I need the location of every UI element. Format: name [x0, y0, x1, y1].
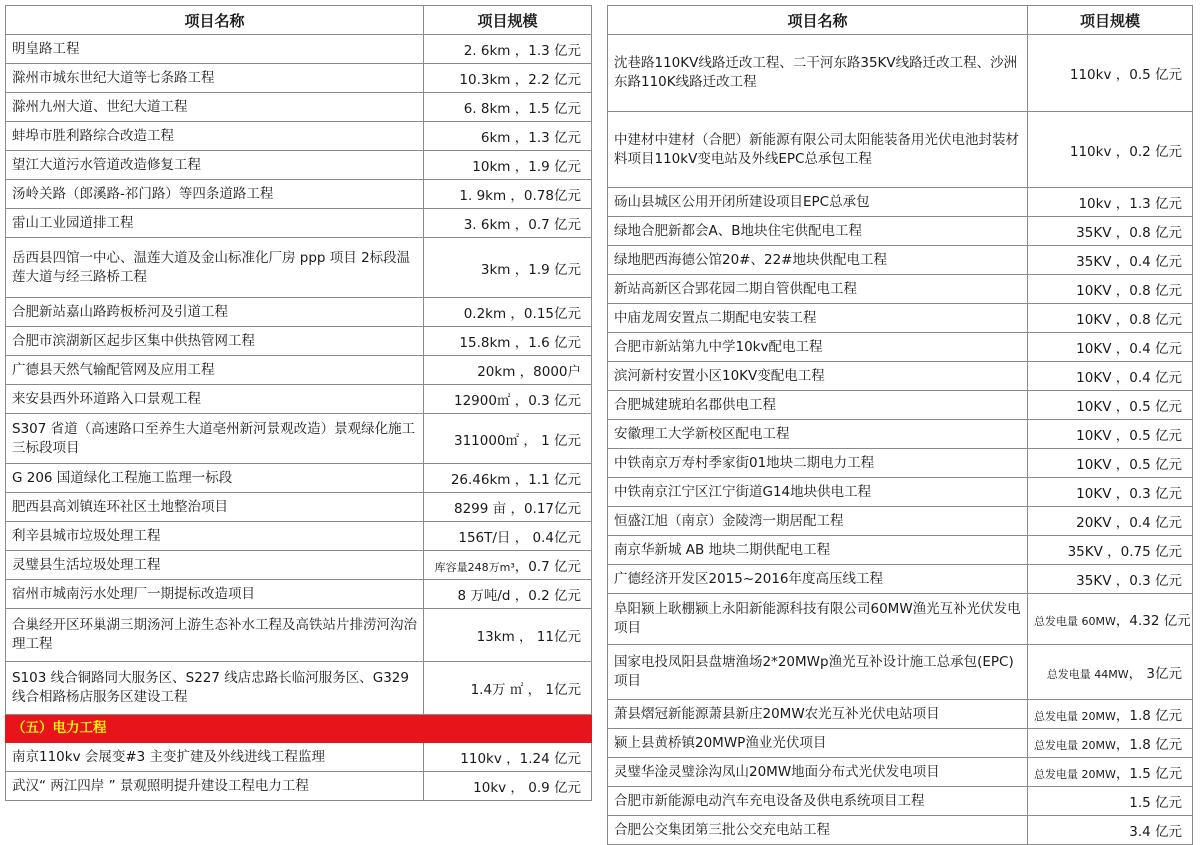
scale-value: 3km ，1.9 亿元 — [480, 261, 581, 278]
project-name-cell: 汤岭关路（郎溪路-祁门路）等四条道路工程 — [6, 180, 424, 209]
table-row — [608, 362, 1193, 391]
scale-value: 35KV ，0.3 亿元 — [1076, 573, 1182, 589]
project-scale-cell — [1028, 729, 1193, 758]
table-row — [6, 327, 592, 356]
table-row — [608, 217, 1193, 246]
project-scale-cell — [424, 551, 592, 580]
right-project-table — [607, 5, 1193, 845]
scale-value: 10KV ，0.5 亿元 — [1076, 399, 1182, 415]
table-row — [6, 151, 592, 180]
project-name-cell: 滨河新村安置小区10KV变配电工程 — [608, 362, 1028, 391]
project-name-cell: 肥西县高刘镇连环社区土地整治项目 — [6, 493, 424, 522]
table-row — [6, 551, 592, 580]
scale-capacity: 总发电量 20MW — [1034, 768, 1116, 781]
scale-value: ，0.7 亿元 — [514, 559, 581, 575]
table-row — [608, 700, 1193, 729]
project-scale-cell — [1028, 333, 1193, 362]
table-row — [6, 580, 592, 609]
project-scale-cell — [424, 715, 592, 743]
table-row — [6, 298, 592, 327]
project-name-cell: 广德县天然气输配管网及应用工程 — [6, 356, 424, 385]
scale-capacity: 总发电量 20MW — [1034, 710, 1116, 723]
project-name-cell: 安徽理工大学新校区配电工程 — [608, 420, 1028, 449]
project-scale-cell — [1028, 188, 1193, 217]
scale-value: 10kv ，1.3 亿元 — [1078, 196, 1182, 212]
table-row — [608, 758, 1193, 787]
project-scale-cell — [1028, 758, 1193, 787]
scale-value: 0.2km ，0.15亿元 — [463, 306, 581, 322]
project-scale-cell — [1028, 304, 1193, 333]
project-name-cell: 武汉“ 两江四岸 ” 景观照明提升建设工程电力工程 — [6, 772, 424, 801]
section-title: （五）电力工程 — [6, 715, 424, 743]
project-name-cell: 南京华新城 AB 地块二期供配电工程 — [608, 536, 1028, 565]
project-scale-cell — [1028, 112, 1193, 188]
scale-value: 10KV ，0.5 亿元 — [1076, 457, 1182, 473]
scale-value: 10km ，1.9 亿元 — [472, 159, 581, 175]
project-name-cell: 灵璧县生活垃圾处理工程 — [6, 551, 424, 580]
table-row — [608, 188, 1193, 217]
project-scale-cell — [424, 35, 592, 64]
project-name-cell: 恒盛江旭（南京）金陵湾一期居配工程 — [608, 507, 1028, 536]
project-name-cell: 雷山工业园道排工程 — [6, 209, 424, 238]
project-scale-cell — [424, 772, 592, 801]
project-name-cell: 合肥市新站第九中学10kv配电工程 — [608, 333, 1028, 362]
table-row — [6, 35, 592, 64]
project-scale-cell — [424, 93, 592, 122]
table-row — [6, 209, 592, 238]
project-scale-cell — [424, 298, 592, 327]
project-name-cell: 中铁南京万寿村季家街01地块二期电力工程 — [608, 449, 1028, 478]
scale-value: 1.4万 ㎡ ， 1亿元 — [470, 682, 581, 698]
table-row — [608, 420, 1193, 449]
project-name-cell: 合肥市新能源电动汽车充电设备及供电系统项目工程 — [608, 787, 1028, 816]
project-scale-cell — [1028, 700, 1193, 729]
project-scale-cell — [424, 327, 592, 356]
project-name-cell: 合肥城建琥珀名郡供电工程 — [608, 391, 1028, 420]
table-row — [6, 93, 592, 122]
table-row — [608, 787, 1193, 816]
scale-value: 35KV ，0.75 亿元 — [1067, 544, 1182, 560]
table-row — [6, 662, 592, 715]
project-name-cell: 萧县熠冠新能源萧县新庄20MW农光互补光伏电站项目 — [608, 700, 1028, 729]
project-scale-cell — [1028, 391, 1193, 420]
project-name-cell: 利辛县城市垃圾处理工程 — [6, 522, 424, 551]
project-scale-cell — [1028, 645, 1193, 700]
table-row — [608, 112, 1193, 188]
scale-value: 110kv ，1.24 亿元 — [460, 751, 581, 767]
scale-value: 311000㎡ ， 1 亿元 — [454, 432, 581, 449]
project-scale-cell — [1028, 420, 1193, 449]
scale-value: 6km ，1.3 亿元 — [480, 130, 581, 146]
project-scale-cell — [424, 151, 592, 180]
table-row — [6, 238, 592, 298]
project-name-cell: 南京110kv 会展变#3 主变扩建及外线进线工程监理 — [6, 743, 424, 772]
scale-value: 6. 8km ，1.5 亿元 — [463, 101, 581, 117]
table-row — [608, 536, 1193, 565]
project-scale-cell — [1028, 816, 1193, 845]
project-name-cell: 中铁南京江宁区江宁街道G14地块供电工程 — [608, 478, 1028, 507]
project-scale-cell — [1028, 507, 1193, 536]
project-scale-cell — [1028, 275, 1193, 304]
table-row — [608, 816, 1193, 845]
project-scale-cell — [1028, 478, 1193, 507]
project-name-cell: 灵璧华淦灵璧涂沟凤山20MW地面分布式光伏发电项目 — [608, 758, 1028, 787]
table-row — [608, 507, 1193, 536]
project-name-cell: 来安县西外环道路入口景观工程 — [6, 385, 424, 414]
project-name-cell: 合肥新站嘉山路跨板桥河及引道工程 — [6, 298, 424, 327]
scale-value: 1.5 亿元 — [1129, 795, 1182, 811]
scale-value: 3. 6km ，0.7 亿元 — [463, 217, 581, 233]
project-scale-cell — [1028, 536, 1193, 565]
project-name-cell: 合巢经开区环巢湖三期汤河上游生态补水工程及高铁站片排涝河沟治理工程 — [6, 609, 424, 662]
scale-value: 10KV ，0.8 亿元 — [1076, 283, 1182, 299]
project-name-cell: 广德经济开发区2015~2016年度高压线工程 — [608, 565, 1028, 594]
table-row — [608, 478, 1193, 507]
scale-value: 10KV ，0.8 亿元 — [1076, 312, 1182, 328]
table-row — [6, 414, 592, 464]
left-project-table — [5, 5, 592, 801]
project-name-cell: 蚌埠市胜利路综合改造工程 — [6, 122, 424, 151]
header-project-name: 项目名称 — [6, 6, 424, 35]
project-scale-cell — [424, 743, 592, 772]
table-row — [6, 180, 592, 209]
project-scale-cell — [424, 122, 592, 151]
project-scale-cell — [1028, 787, 1193, 816]
project-name-cell: 岳西县四馆一中心、温莲大道及金山标准化厂房 ppp 项目 2标段温莲大道与经三路桥工程 — [6, 238, 424, 298]
scale-value: 1. 9km ，0.78亿元 — [459, 188, 581, 204]
project-scale-cell — [424, 522, 592, 551]
scale-value: 10KV ，0.5 亿元 — [1076, 428, 1182, 444]
project-name-cell: 国家电投凤阳县盘塘渔场2*20MWp渔光互补设计施工总承包(EPC) 项目 — [608, 645, 1028, 700]
header-project-scale: 项目规模 — [424, 6, 592, 35]
scale-value: 35KV ，0.8 亿元 — [1076, 225, 1182, 241]
scale-capacity: 库容量248万m³ — [434, 561, 515, 574]
scale-value: 2. 6km ，1.3 亿元 — [463, 43, 581, 59]
table-row — [608, 449, 1193, 478]
project-scale-cell — [424, 356, 592, 385]
project-scale-cell — [1028, 217, 1193, 246]
section-row — [6, 715, 592, 743]
scale-value: 15.8km ，1.6 亿元 — [459, 335, 581, 351]
table-row — [6, 64, 592, 93]
scale-value: ，1.8 亿元 — [1115, 737, 1183, 753]
project-scale-cell — [424, 180, 592, 209]
project-name-cell: 宿州市城南污水处理厂一期提标改造项目 — [6, 580, 424, 609]
project-name-cell: 沈巷路110KV线路迁改工程、二干河东路35KV线路迁改工程、沙洲东路110K线路迁改工程 — [608, 35, 1028, 112]
project-scale-cell — [1028, 362, 1193, 391]
project-scale-cell — [1028, 449, 1193, 478]
scale-value: 26.46km ，1.1 亿元 — [450, 472, 581, 488]
scale-value: 3.4 亿元 — [1129, 824, 1182, 840]
scale-capacity: 总发电量 60MW — [1034, 615, 1116, 628]
project-name-cell: 合肥市滨湖新区起步区集中供热管网工程 — [6, 327, 424, 356]
scale-value: 8299 亩 ，0.17亿元 — [454, 501, 581, 517]
project-name-cell: 绿地合肥新都会A、B地块住宅供配电工程 — [608, 217, 1028, 246]
table-row — [6, 772, 592, 801]
project-name-cell: S307 省道（高速路口至养生大道亳州新河景观改造）景观绿化施工三标段项目 — [6, 414, 424, 464]
table-row — [608, 246, 1193, 275]
table-row — [6, 493, 592, 522]
table-row — [6, 385, 592, 414]
table-row — [608, 594, 1193, 645]
table-row — [608, 729, 1193, 758]
scale-capacity: 总发电量 20MW — [1034, 739, 1116, 752]
project-name-cell: S103 线合铜路同大服务区、S227 线店忠路长临河服务区、G329 线合相路杨店服务区建设工程 — [6, 662, 424, 715]
scale-value: 110kv ，0.5 亿元 — [1069, 67, 1182, 83]
scale-value: 10.3km ，2.2 亿元 — [459, 72, 581, 88]
scale-capacity: 总发电量 44MW — [1046, 668, 1129, 681]
project-name-cell: 中建材中建材（合肥）新能源有限公司太阳能装备用光伏电池封装材料项目110kV变电站及外线EPC总承包工程 — [608, 112, 1028, 188]
scale-value: 10KV ，0.4 亿元 — [1076, 370, 1182, 386]
project-name-cell: 颍上县黄桥镇20MWP渔业光伏项目 — [608, 729, 1028, 758]
table-row — [6, 522, 592, 551]
scale-value: 8 万吨/d ，0.2 亿元 — [457, 588, 581, 604]
scale-value: ， 3亿元 — [1128, 666, 1182, 682]
table-row — [6, 609, 592, 662]
project-scale-cell — [1028, 35, 1193, 112]
project-name-cell: 砀山县城区公用开闭所建设项目EPC总承包 — [608, 188, 1028, 217]
project-scale-cell — [424, 609, 592, 662]
table-row — [608, 275, 1193, 304]
project-scale-cell — [424, 580, 592, 609]
project-name-cell: 望江大道污水管道改造修复工程 — [6, 151, 424, 180]
table-row — [6, 356, 592, 385]
project-scale-cell — [424, 385, 592, 414]
scale-value: 10kv ， 0.9 亿元 — [473, 780, 581, 796]
project-scale-cell — [1028, 565, 1193, 594]
project-name-cell: 滁州九州大道、世纪大道工程 — [6, 93, 424, 122]
project-name-cell: 合肥公交集团第三批公交充电站工程 — [608, 816, 1028, 845]
table-row — [6, 122, 592, 151]
scale-value: 12900㎡ ，0.3 亿元 — [454, 393, 581, 409]
project-name-cell: 新站高新区合郢花园二期自管供配电工程 — [608, 275, 1028, 304]
project-scale-cell — [424, 464, 592, 493]
project-scale-cell — [1028, 594, 1193, 645]
table-row — [6, 743, 592, 772]
table-row — [608, 645, 1193, 700]
header-row — [608, 6, 1193, 35]
project-name-cell: 中庙龙周安置点二期配电安装工程 — [608, 304, 1028, 333]
scale-value: 10KV ，0.4 亿元 — [1076, 341, 1182, 357]
project-scale-cell — [424, 414, 592, 464]
project-name-cell: G 206 国道绿化工程施工监理一标段 — [6, 464, 424, 493]
scale-value: 35KV ，0.4 亿元 — [1076, 254, 1182, 270]
header-row — [6, 6, 592, 35]
project-name-cell: 绿地肥西海德公馆20#、22#地块供配电工程 — [608, 246, 1028, 275]
scale-value: 20KV ，0.4 亿元 — [1076, 515, 1182, 531]
project-scale-cell — [424, 238, 592, 298]
table-row — [608, 391, 1193, 420]
project-scale-cell — [424, 493, 592, 522]
table-row — [608, 304, 1193, 333]
project-scale-cell — [424, 662, 592, 715]
scale-value: 10KV ，0.3 亿元 — [1076, 486, 1182, 502]
table-row — [608, 333, 1193, 362]
header-project-name: 项目名称 — [608, 6, 1028, 35]
scale-value: 156T/日 ， 0.4亿元 — [458, 530, 581, 546]
project-name-cell: 明皇路工程 — [6, 35, 424, 64]
scale-value: 20km ，8000户 — [477, 364, 581, 380]
scale-value: 110kv ，0.2 亿元 — [1069, 143, 1182, 160]
scale-value: 13km ， 11亿元 — [476, 629, 581, 645]
project-scale-cell — [424, 209, 592, 238]
scale-value: ，1.5 亿元 — [1115, 766, 1183, 782]
project-name-cell: 阜阳颍上耿棚颍上永阳新能源科技有限公司60MW渔光互补光伏发电项目 — [608, 594, 1028, 645]
scale-value: ，1.8 亿元 — [1115, 708, 1183, 724]
project-scale-cell — [424, 64, 592, 93]
project-scale-cell — [1028, 246, 1193, 275]
table-row — [608, 35, 1193, 112]
scale-value: ，4.32 亿元 — [1115, 613, 1191, 629]
table-row — [6, 464, 592, 493]
table-row — [608, 565, 1193, 594]
header-project-scale: 项目规模 — [1028, 6, 1193, 35]
project-name-cell: 滁州市城东世纪大道等七条路工程 — [6, 64, 424, 93]
